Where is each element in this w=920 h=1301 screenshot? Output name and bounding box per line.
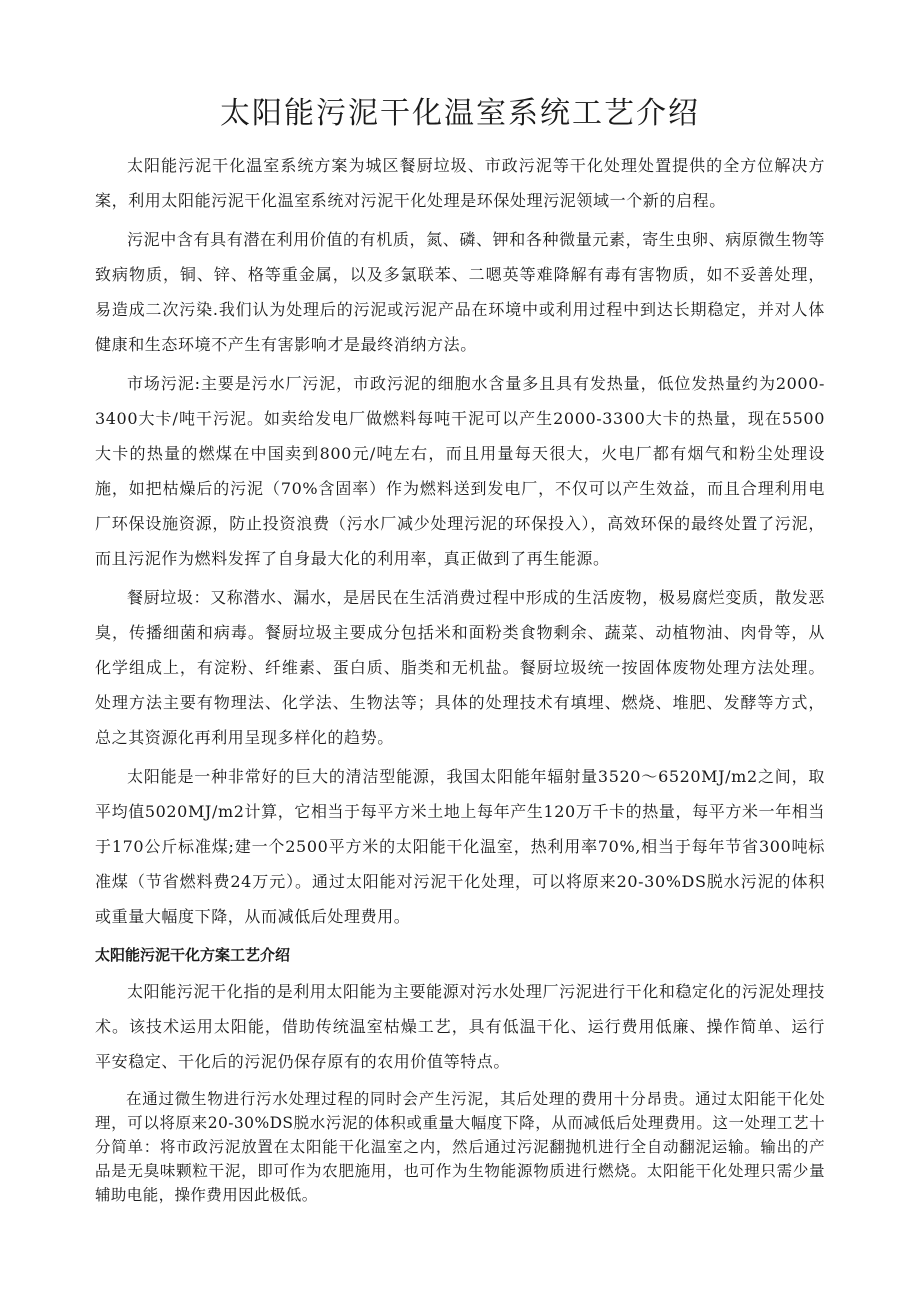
section-heading: 太阳能污泥干化方案工艺介绍	[95, 946, 291, 964]
paragraph-kitchen-waste: 餐厨垃圾：又称潜水、漏水，是居民在生活消费过程中形成的生活废物，极易腐烂变质，散发恶臭，传播细菌和病毒。餐厨垃圾主要成分包括米和面粉类食物剩余、蔬菜、动植物油、肉骨等，从化学组成上，有淀粉、纤维素、蛋白质、脂类和无机盐。餐厨垃圾统一按固体废物处理方法处理。处理方法主要有物理法、化学法、生物法等；具体的处理技术有填埋、燃烧、堆肥、发酵等方式，总之其资源化再利用呈现多样化的趋势。	[95, 588, 825, 747]
paragraph-solar-drying: 太阳能污泥干化指的是利用太阳能为主要能源对污水处理厂污泥进行干化和稳定化的污泥处理技术。该技术运用太阳能，借助传统温室枯燥工艺，具有低温干化、运行费用低廉、操作简单、运行平安稳定、干化后的污泥仍保存原有的农用价值等特点。	[95, 982, 825, 1071]
paragraph-sludge-composition: 污泥中含有具有潜在利用价值的有机质，氮、磷、钾和各种微量元素，寄生虫卵、病原微生物等致病物质，铜、锌、格等重金属，以及多氯联苯、二嗯英等难降解有毒有害物质，如不妥善处理，易造成二次污染.我们认为处理后的污泥或污泥产品在环境中或利用过程中到达长期稳定，并对人体健康和生态环境不产生有害影响才是最终消纳方法。	[95, 230, 825, 354]
paragraph-solar-energy: 太阳能是一种非常好的巨大的清洁型能源，我国太阳能年辐射量3520～6520MJ∕m2之间，取平均值5020MJ∕m2计算，它相当于每平方米土地上每年产生120万千卡的热量，每平方米一年相当于170公斤标准煤;建一个2500平方米的太阳能干化温室，热利用率70%,相当于每年节省300吨标准煤（节省燃料费24万元）。通过太阳能对污泥干化处理，可以将原来20-30%DS脱水污泥的体积或重量大幅度下降，从而减低后处理费用。	[95, 767, 825, 926]
paragraph-process: 在通过微生物进行污水处理过程的同时会产生污泥，其后处理的费用十分昂贵。通过太阳能干化处理，可以将原来20-30%DS脱水污泥的体积或重量大幅度下降，从而减低后处理费用。这一处理工艺十分简单：将市政污泥放置在太阳能干化温室之内，然后通过污泥翻抛机进行全自动翻泥运输。输出的产品是无臭味颗粒干泥，即可作为农肥施用，也可作为生物能源物质进行燃烧。太阳能干化处理只需少量辅助电能，操作费用因此极低。	[95, 1090, 825, 1204]
document-title: 太阳能污泥干化温室系统工艺介绍	[220, 96, 700, 131]
paragraph-market-sludge: 市场污泥:主要是污水厂污泥，市政污泥的细胞水含量多且具有发热量，低位发热量约为2000-3400大卡/吨干污泥。如卖给发电厂做燃料每吨干泥可以产生2000-3300大卡的热量，现在5500大卡的热量的燃煤在中国卖到800元/吨左右，而且用量每天很大，火电厂都有烟气和粉尘处理设施，如把枯燥后的污泥（70%含固率）作为燃料送到发电厂，不仅可以产生效益，而且合理利用电厂环保设施资源，防止投资浪费（污水厂减少处理污泥的环保投入），高效环保的最终处置了污泥，而且污泥作为燃料发挥了自身最大化的利用率，真正做到了再生能源。	[95, 374, 825, 568]
paragraph-intro: 太阳能污泥干化温室系统方案为城区餐厨垃圾、市政污泥等干化处理处置提供的全方位解决方案，利用太阳能污泥干化温室系统对污泥干化处理是环保处理污泥领域一个新的启程。	[95, 156, 825, 210]
